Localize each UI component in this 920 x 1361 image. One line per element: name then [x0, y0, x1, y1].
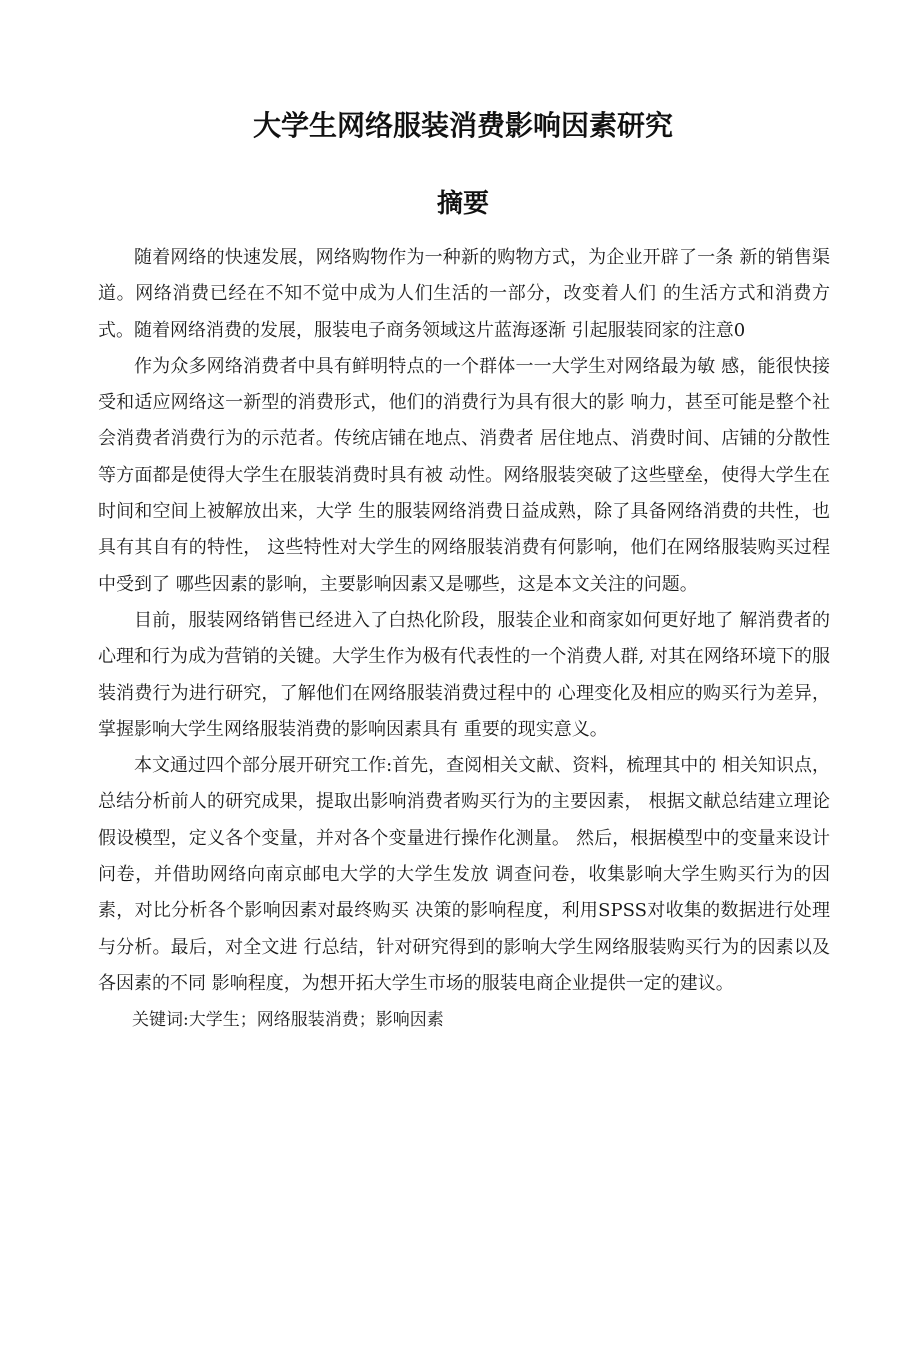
abstract-paragraph-1: 随着网络的快速发展，网络购物作为一种新的购物方式，为企业开辟了一条 新的销售渠道。网络消费已经在不知不觉中成为人们生活的一部分，改变着人们 的生活方式和消费方式。随着网络消费的发展，服装电子商务领域这片蓝海逐渐 引起服装冏家的注意0: [98, 247, 830, 341]
paper-title: 大学生网络服装消费影响因素研究: [252, 109, 673, 142]
keywords-line: 关键词:大学生；网络服装消费；影响因素: [132, 1010, 444, 1031]
abstract-paragraph-2: 作为众多网络消费者中具有鲜明特点的一个群体一一大学生对网络最为敏 感，能很快接受和适应网络这一新型的消费形式，他们的消费行为具有很大的影 响力，甚至可能是整个社会消费者消费行为的示范者。传统店铺在地点、消费者 居住地点、消费时间、店铺的分散性等方面都是使得大学生在服装消费时具有被 动性。网络服装突破了这些壁垒，使得大学生在时间和空间上被解放出来，大学 生的服装网络消费日益成熟，除了具备网络消费的共性，也具有其自有的特性， 这些特性对大学生的网络服装消费有何影响，他们在网络服装购买过程中受到了 哪些因素的影响，主要影响因素又是哪些，这是本文关注的问题。: [98, 355, 830, 595]
abstract-heading: 摘要: [436, 189, 489, 219]
abstract-paragraph-3: 目前，服装网络销售已经进入了白热化阶段，服装企业和商家如何更好地了 解消费者的心理和行为成为营销的关键。大学生作为极有代表性的一个消费人群, 对其在网络环境下的服装消费行为进行研究，了解他们在网络服装消费过程中的 心理变化及相应的购买行为差异，掌握影响大学生网络服装消费的影响因素具有 重要的现实意义。: [98, 609, 830, 740]
abstract-paragraph-4: 本文通过四个部分展开研究工作:首先，查阅相关文献、资料，梳理其中的 相关知识点，总结分析前人的研究成果，提取出影响消费者购买行为的主要因素， 根据文献总结建立理论假设模型，定义各个变量，并对各个变量进行操作化测量。 然后，根据模型中的变量来设计问卷，并借助网络向南京邮电大学的大学生发放 调查问卷，收集影响大学生购买行为的因素，对比分析各个影响因素对最终购买 决策的影响程度，利用SPSS对收集的数据进行处理与分析。最后，对全文进 行总结，针对研究得到的影响大学生网络服装购买行为的因素以及各因素的不同 影响程度，为想开拓大学生市场的服装电商企业提供一定的建议。: [98, 755, 830, 994]
abstract-body: [98, 240, 830, 1039]
